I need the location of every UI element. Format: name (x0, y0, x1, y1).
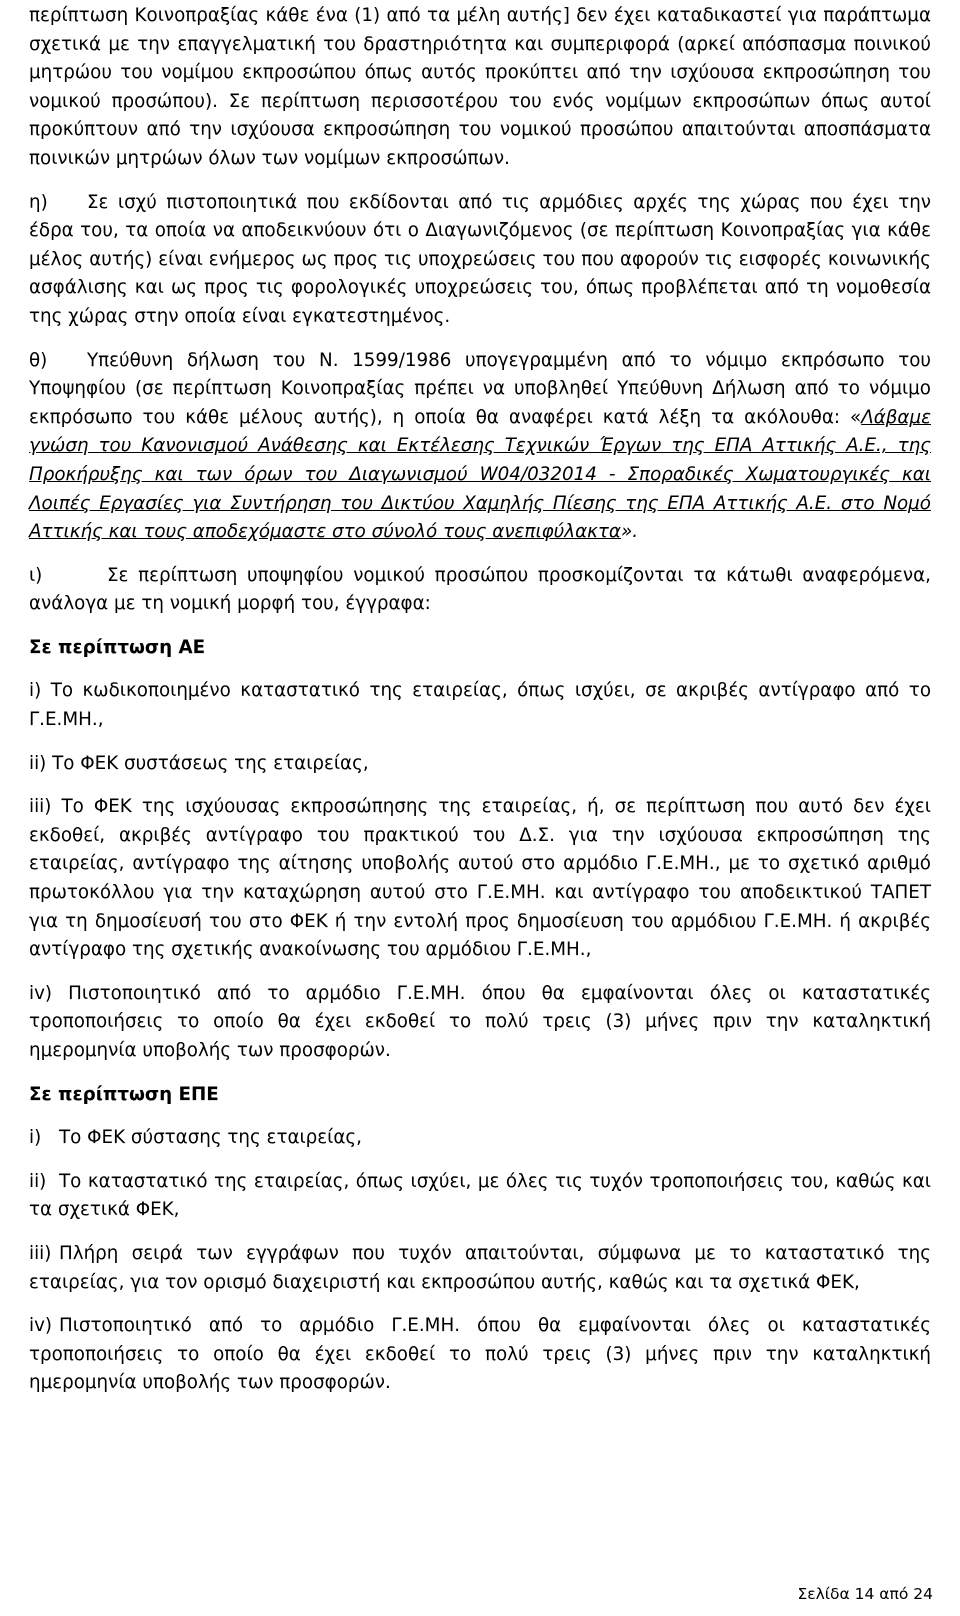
epe-item-label: ii) (29, 1170, 47, 1192)
paragraph-iota (29, 562, 931, 619)
declaration-end: ». (620, 521, 639, 543)
epe-item-label: iii) (29, 1242, 52, 1264)
item-text-eta: Σε ισχύ πιστοποιητικά που εκδίδονται από τις αρμόδιες αρχές της χώρας που έχει την έδρα του, τα οποία να αποδεικνύουν ότι ο Διαγωνιζόμενος (σε περίπτωση Κοινοπραξίας για κάθε μέλος αυτής) είναι ενήμερος ως προς τις υποχρεώσεις του που αφορούν τις εισφορές κοινωνικής ασφάλισης και ως προς τις φορολογικές υποχρεώσεις του, όπως προβλέπεται από τη νομοθεσία της χώρας στην οποία είναι εγκατεστημένος. (29, 191, 931, 327)
epe-item-label: i) (29, 1127, 42, 1149)
paragraph-continued: περίπτωση Κοινοπραξίας κάθε ένα (1) από τα μέλη αυτής] δεν έχει καταδικαστεί για παράπτωμα σχετικά με την επαγγελματική του δραστηριότητα και συμπεριφορά (αρκεί απόσπασμα ποινικού μητρώου του νομίμου εκπροσώπου όπως αυτός προκύπτει από την ισχύουσα εκπροσώπηση του νομικού προσώπου). Σε περίπτωση περισσοτέρου του ενός νομίμων εκπροσώπων όπως αυτοί προκύπτουν από την ισχύουσα εκπροσώπηση του νομικού προσώπου απαιτούνται αποσπάσματα ποινικών μητρώων όλων των νομίμων εκπροσώπων. (29, 5, 931, 169)
epe-item-text: Το ΦΕΚ σύστασης της εταιρείας, (59, 1127, 362, 1149)
heading-epe: Σε περίπτωση ΕΠΕ (29, 1083, 219, 1105)
epe-item-text: Πλήρη σειρά των εγγράφων που τυχόν απαιτούνται, σύμφωνα με το καταστατικό της εταιρείας, για τον ορισμό διαχειριστή και εκπροσώπου αυτής, καθώς και τα σχετικά ΦΕΚ, (29, 1242, 931, 1293)
epe-item-4 (29, 1312, 931, 1398)
item-label-iota: ι) (29, 564, 43, 586)
epe-item-text: Πιστοποιητικό από το αρμόδιο Γ.Ε.ΜΗ. όπου θα εμφαίνονται όλες οι καταστατικές τροποποιήσεις το οποίο θα έχει εκδοθεί το πολύ τρεις (3) μήνες πριν την καταληκτική ημερομηνία υποβολής των προσφορών. (29, 1315, 931, 1394)
epe-item-label: iv) (29, 1315, 53, 1337)
heading-ae: Σε περίπτωση ΑΕ (29, 636, 206, 658)
epe-item-1 (29, 1124, 931, 1153)
paragraph-theta (29, 347, 931, 547)
epe-item-2 (29, 1168, 931, 1225)
ae-item-3: iii) Το ΦΕΚ της ισχύουσας εκπροσώπησης της εταιρείας, ή, σε περίπτωση που αυτό δεν έχει εκδοθεί, ακριβές αντίγραφο του πρακτικού του Δ.Σ. για την ισχύουσα εκπροσώπηση της εταιρείας, αντίγραφο της αίτησης υποβολής αυτού στο αρμόδιο Γ.Ε.ΜΗ., με το σχετικό αριθμό πρωτοκόλλου για την καταχώρηση αυτού στο Γ.Ε.ΜΗ. και αντίγραφο του αποδεικτικού ΤΑΠΕΤ για τη δημοσίευσή του στο ΦΕΚ ή την εντολή προς δημοσίευση του αρμόδιου Γ.Ε.ΜΗ. ή ακριβές αντίγραφο της σχετικής ανακοίνωσης του αρμόδιου Γ.Ε.ΜΗ., (29, 796, 931, 961)
paragraph-eta (29, 189, 931, 332)
ae-item-1: i) Το κωδικοποιημένο καταστατικό της εταιρείας, όπως ισχύει, σε ακριβές αντίγραφο από το Γ.Ε.ΜΗ., (29, 680, 931, 731)
ae-item-4: iv) Πιστοποιητικό από το αρμόδιο Γ.Ε.ΜΗ. όπου θα εμφαίνονται όλες οι καταστατικές τροποποιήσεις το οποίο θα έχει εκδοθεί το πολύ τρεις (3) μήνες πριν την καταληκτική ημερομηνία υποβολής των προσφορών. (29, 982, 931, 1061)
item-text-iota: Σε περίπτωση υποψηφίου νομικού προσώπου προσκομίζονται τα κάτωθι αναφερόμενα, ανάλογα με τη νομική μορφή του, έγγραφα: (29, 564, 931, 615)
document-body (29, 0, 931, 1398)
declaration-text: Λάβαμε γνώση του Κανονισμού Ανάθεσης και Εκτέλεσης Τεχνικών Έργων της ΕΠΑ Αττικής Α.Ε., της Προκήρυξης και των όρων του Διαγωνισμού W04/032014 - Σποραδικές Χωματουργικές και Λοιπές Εργασίες για Συντήρηση του Δικτύου Χαμηλής Πίεσης της ΕΠΑ Αττικής Α.Ε. στο Νομό Αττικής και τους αποδεχόμαστε στο σύνολό τους ανεπιφύλακτα (29, 406, 931, 543)
epe-item-3 (29, 1240, 931, 1297)
item-text-theta: Υπεύθυνη δήλωση του Ν. 1599/1986 υπογεγραμμένη από το νόμιμο εκπρόσωπο του Υποψηφίου (σε περίπτωση Κοινοπραξίας πρέπει να υποβληθεί Υπεύθυνη Δήλωση από το νόμιμο εκπρόσωπο του κάθε μέλους αυτής), η οποία θα αναφέρει κατά λέξη τα ακόλουθα: « (29, 349, 931, 428)
page-number: Σελίδα 14 από 24 (797, 1585, 933, 1603)
item-label-theta: θ) (29, 349, 48, 371)
item-label-eta: η) (29, 191, 48, 213)
epe-item-text: Το καταστατικό της εταιρείας, όπως ισχύει, με όλες τις τυχόν τροποποιήσεις του, καθώς και τα σχετικά ΦΕΚ, (29, 1170, 931, 1221)
ae-item-2: ii) Το ΦΕΚ συστάσεως της εταιρείας, (29, 752, 369, 774)
